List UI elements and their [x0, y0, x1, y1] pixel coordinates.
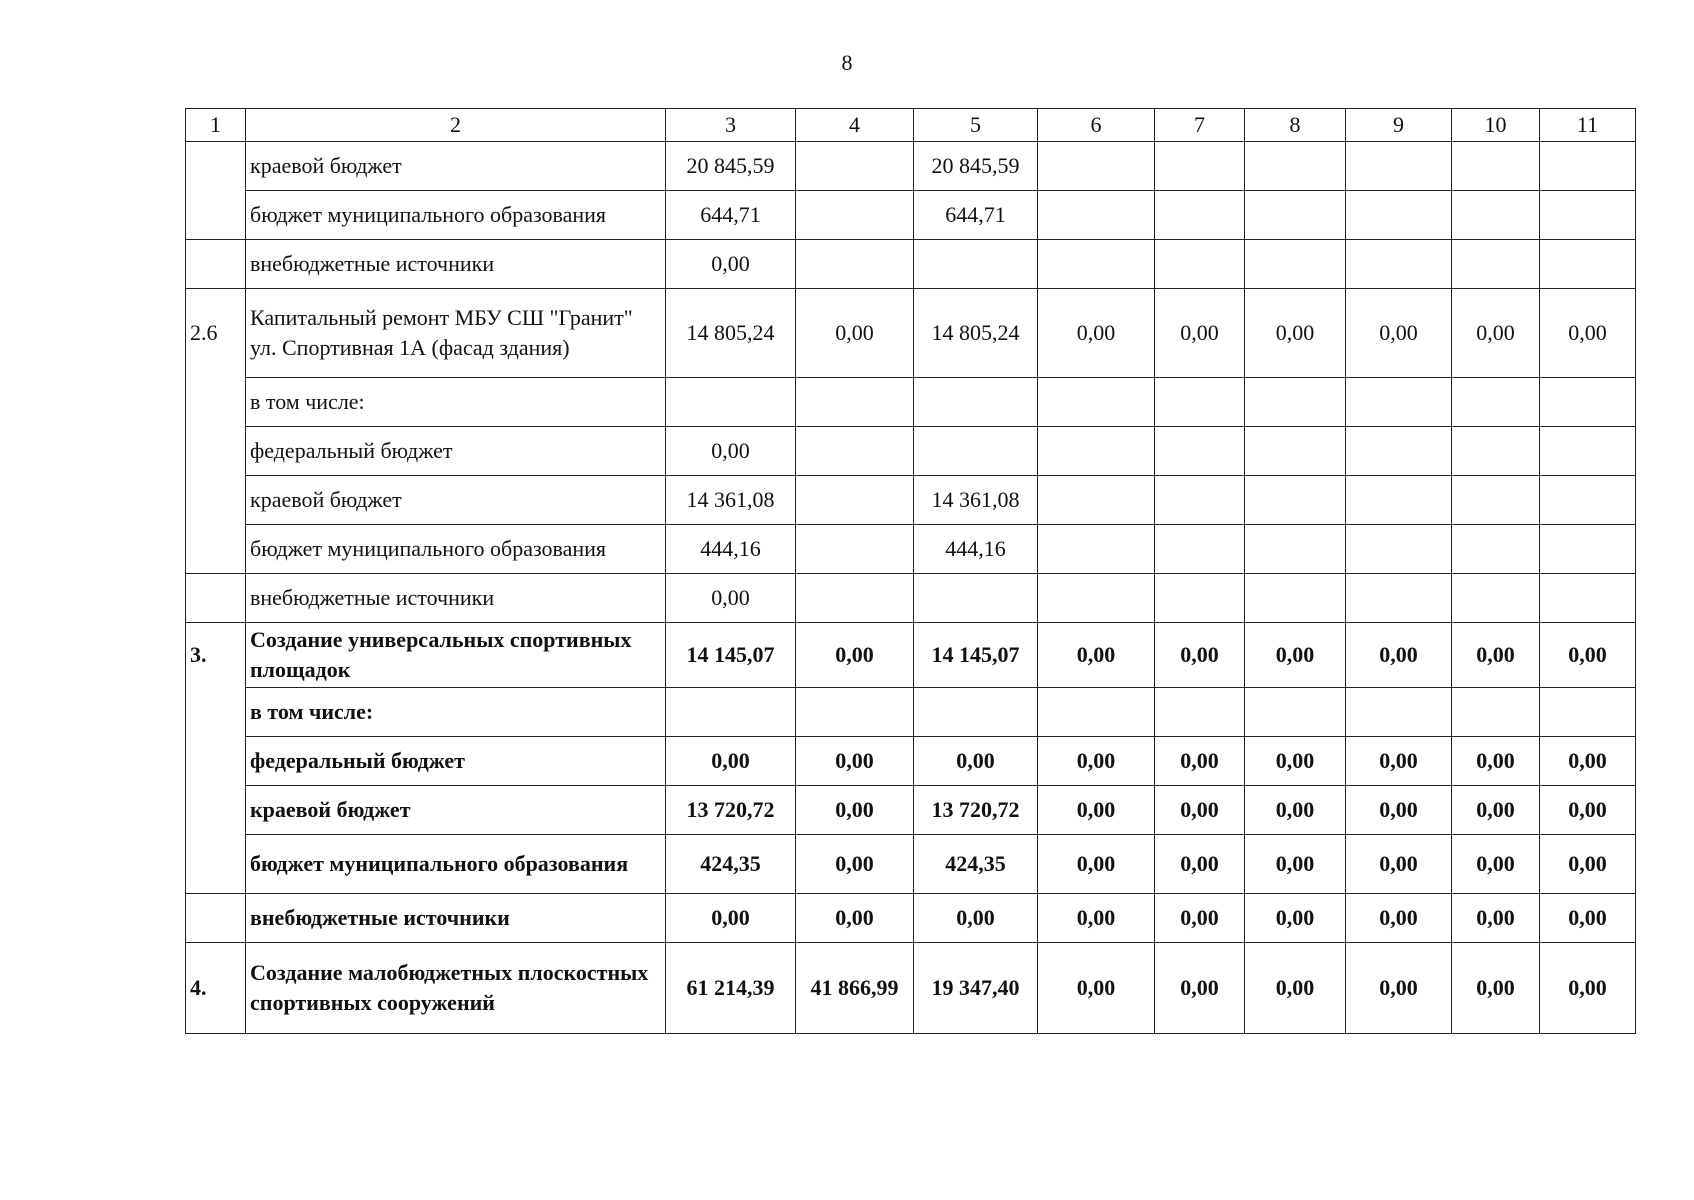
row-label-cell: краевой бюджет: [246, 786, 666, 835]
value-cell-col-4: [796, 525, 914, 574]
value-cell-col-7: [1155, 476, 1245, 525]
value-cell-col-9: [1346, 240, 1452, 289]
row-label-cell: внебюджетные источники: [246, 240, 666, 289]
value-cell-col-6: 0,00: [1038, 786, 1155, 835]
table-row: [186, 289, 1636, 378]
value-cell-col-8: [1245, 240, 1346, 289]
value-cell-col-10: 0,00: [1452, 289, 1540, 378]
value-cell-col-8: 0,00: [1245, 623, 1346, 688]
value-cell-col-4: 0,00: [796, 289, 914, 378]
value-cell-col-8: [1245, 525, 1346, 574]
value-cell-col-5: 14 805,24: [914, 289, 1038, 378]
value-cell-col-7: [1155, 142, 1245, 191]
value-cell-col-3: [666, 378, 796, 427]
value-cell-col-5: 14 145,07: [914, 623, 1038, 688]
value-cell-col-10: [1452, 240, 1540, 289]
row-label-cell: краевой бюджет: [246, 142, 666, 191]
row-index-cell: [186, 574, 246, 623]
value-cell-col-6: 0,00: [1038, 943, 1155, 1034]
value-cell-col-11: 0,00: [1540, 943, 1636, 1034]
header-cell: 11: [1540, 109, 1636, 142]
row-index-cell: [186, 737, 246, 786]
table-row: [186, 476, 1636, 525]
header-cell: 2: [246, 109, 666, 142]
value-cell-col-8: [1245, 688, 1346, 737]
value-cell-col-7: [1155, 574, 1245, 623]
value-cell-col-10: 0,00: [1452, 623, 1540, 688]
row-index-cell: 3.: [186, 623, 246, 688]
header-cell: 1: [186, 109, 246, 142]
row-index-cell: [186, 894, 246, 943]
value-cell-col-4: [796, 142, 914, 191]
table-row: [186, 786, 1636, 835]
value-cell-col-8: 0,00: [1245, 943, 1346, 1034]
header-row: [186, 109, 1636, 142]
value-cell-col-5: 644,71: [914, 191, 1038, 240]
value-cell-col-3: 444,16: [666, 525, 796, 574]
row-index-cell: [186, 142, 246, 191]
table-row: [186, 142, 1636, 191]
value-cell-col-11: 0,00: [1540, 623, 1636, 688]
row-index-cell: [186, 835, 246, 894]
value-cell-col-7: [1155, 191, 1245, 240]
value-cell-col-3: 0,00: [666, 427, 796, 476]
value-cell-col-8: [1245, 378, 1346, 427]
value-cell-col-11: [1540, 240, 1636, 289]
row-index-cell: [186, 786, 246, 835]
value-cell-col-5: 14 361,08: [914, 476, 1038, 525]
value-cell-col-6: [1038, 378, 1155, 427]
value-cell-col-7: 0,00: [1155, 786, 1245, 835]
value-cell-col-6: [1038, 191, 1155, 240]
value-cell-col-11: 0,00: [1540, 835, 1636, 894]
row-index-cell: [186, 240, 246, 289]
value-cell-col-5: [914, 378, 1038, 427]
value-cell-col-10: [1452, 142, 1540, 191]
value-cell-col-8: [1245, 574, 1346, 623]
value-cell-col-4: 0,00: [796, 623, 914, 688]
value-cell-col-7: 0,00: [1155, 943, 1245, 1034]
value-cell-col-6: [1038, 476, 1155, 525]
value-cell-col-9: 0,00: [1346, 943, 1452, 1034]
value-cell-col-5: 20 845,59: [914, 142, 1038, 191]
value-cell-col-10: [1452, 427, 1540, 476]
value-cell-col-9: [1346, 191, 1452, 240]
table-row: [186, 894, 1636, 943]
row-label-cell: бюджет муниципального образования: [246, 525, 666, 574]
value-cell-col-5: [914, 688, 1038, 737]
value-cell-col-3: 0,00: [666, 574, 796, 623]
value-cell-col-11: 0,00: [1540, 894, 1636, 943]
value-cell-col-11: [1540, 688, 1636, 737]
value-cell-col-11: 0,00: [1540, 786, 1636, 835]
row-index-cell: 4.: [186, 943, 246, 1034]
value-cell-col-6: [1038, 525, 1155, 574]
value-cell-col-3: 0,00: [666, 894, 796, 943]
value-cell-col-7: [1155, 240, 1245, 289]
value-cell-col-4: [796, 476, 914, 525]
value-cell-col-8: [1245, 191, 1346, 240]
value-cell-col-9: [1346, 427, 1452, 476]
value-cell-col-3: [666, 688, 796, 737]
value-cell-col-4: [796, 191, 914, 240]
value-cell-col-8: [1245, 476, 1346, 525]
row-index-cell: [186, 378, 246, 427]
value-cell-col-4: [796, 574, 914, 623]
value-cell-col-6: 0,00: [1038, 737, 1155, 786]
value-cell-col-3: 61 214,39: [666, 943, 796, 1034]
value-cell-col-7: 0,00: [1155, 894, 1245, 943]
header-cell: 3: [666, 109, 796, 142]
row-label-cell: бюджет муниципального образования: [246, 191, 666, 240]
table-row: [186, 378, 1636, 427]
value-cell-col-9: [1346, 574, 1452, 623]
value-cell-col-7: [1155, 378, 1245, 427]
table-row: [186, 427, 1636, 476]
value-cell-col-9: [1346, 142, 1452, 191]
value-cell-col-7: [1155, 688, 1245, 737]
header-cell: 6: [1038, 109, 1155, 142]
value-cell-col-9: 0,00: [1346, 737, 1452, 786]
value-cell-col-5: 0,00: [914, 894, 1038, 943]
row-index-cell: [186, 476, 246, 525]
value-cell-col-9: 0,00: [1346, 623, 1452, 688]
value-cell-col-5: 13 720,72: [914, 786, 1038, 835]
header-cell: 5: [914, 109, 1038, 142]
row-label-cell: федеральный бюджет: [246, 427, 666, 476]
value-cell-col-3: 13 720,72: [666, 786, 796, 835]
value-cell-col-10: [1452, 574, 1540, 623]
value-cell-col-3: 14 361,08: [666, 476, 796, 525]
value-cell-col-11: [1540, 142, 1636, 191]
value-cell-col-9: 0,00: [1346, 894, 1452, 943]
value-cell-col-3: 14 145,07: [666, 623, 796, 688]
header-cell: 10: [1452, 109, 1540, 142]
value-cell-col-3: 14 805,24: [666, 289, 796, 378]
value-cell-col-5: [914, 574, 1038, 623]
row-label-cell: краевой бюджет: [246, 476, 666, 525]
header-cell: 7: [1155, 109, 1245, 142]
value-cell-col-7: 0,00: [1155, 835, 1245, 894]
value-cell-col-9: [1346, 378, 1452, 427]
value-cell-col-11: [1540, 378, 1636, 427]
row-label-cell: внебюджетные источники: [246, 574, 666, 623]
row-label-cell: в том числе:: [246, 688, 666, 737]
row-index-cell: [186, 427, 246, 476]
value-cell-col-10: [1452, 191, 1540, 240]
row-label-cell: федеральный бюджет: [246, 737, 666, 786]
value-cell-col-4: [796, 427, 914, 476]
value-cell-col-9: 0,00: [1346, 786, 1452, 835]
value-cell-col-6: [1038, 142, 1155, 191]
value-cell-col-10: [1452, 476, 1540, 525]
table-row: [186, 688, 1636, 737]
value-cell-col-4: [796, 240, 914, 289]
value-cell-col-4: 41 866,99: [796, 943, 914, 1034]
value-cell-col-3: 0,00: [666, 737, 796, 786]
header-cell: 4: [796, 109, 914, 142]
row-index-cell: [186, 525, 246, 574]
value-cell-col-10: 0,00: [1452, 737, 1540, 786]
value-cell-col-9: 0,00: [1346, 835, 1452, 894]
value-cell-col-8: 0,00: [1245, 289, 1346, 378]
value-cell-col-6: [1038, 688, 1155, 737]
value-cell-col-3: 20 845,59: [666, 142, 796, 191]
value-cell-col-6: 0,00: [1038, 894, 1155, 943]
value-cell-col-7: 0,00: [1155, 623, 1245, 688]
value-cell-col-5: 19 347,40: [914, 943, 1038, 1034]
value-cell-col-7: [1155, 427, 1245, 476]
value-cell-col-9: [1346, 476, 1452, 525]
value-cell-col-9: 0,00: [1346, 289, 1452, 378]
value-cell-col-5: 444,16: [914, 525, 1038, 574]
row-index-cell: [186, 688, 246, 737]
value-cell-col-10: [1452, 378, 1540, 427]
page-number: 8: [841, 50, 853, 75]
value-cell-col-10: [1452, 525, 1540, 574]
value-cell-col-4: 0,00: [796, 786, 914, 835]
row-label-cell: в том числе:: [246, 378, 666, 427]
value-cell-col-11: [1540, 427, 1636, 476]
value-cell-col-7: 0,00: [1155, 737, 1245, 786]
row-index-cell: 2.6: [186, 289, 246, 378]
value-cell-col-5: 424,35: [914, 835, 1038, 894]
value-cell-col-6: [1038, 427, 1155, 476]
value-cell-col-4: 0,00: [796, 894, 914, 943]
value-cell-col-3: 0,00: [666, 240, 796, 289]
value-cell-col-5: 0,00: [914, 737, 1038, 786]
value-cell-col-9: [1346, 525, 1452, 574]
value-cell-col-7: 0,00: [1155, 289, 1245, 378]
value-cell-col-8: [1245, 427, 1346, 476]
value-cell-col-8: 0,00: [1245, 835, 1346, 894]
value-cell-col-10: 0,00: [1452, 943, 1540, 1034]
value-cell-col-4: 0,00: [796, 737, 914, 786]
row-label-cell: Создание универсальных спортивных площадок: [246, 623, 666, 688]
row-index-cell: [186, 191, 246, 240]
table-row: [186, 737, 1636, 786]
value-cell-col-5: [914, 240, 1038, 289]
value-cell-col-11: [1540, 574, 1636, 623]
table-row: [186, 943, 1636, 1034]
value-cell-col-11: [1540, 525, 1636, 574]
value-cell-col-4: 0,00: [796, 835, 914, 894]
row-label-cell: Создание малобюджетных плоскостных спортивных сооружений: [246, 943, 666, 1034]
row-label-cell: бюджет муниципального образования: [246, 835, 666, 894]
table-row: [186, 525, 1636, 574]
value-cell-col-6: [1038, 240, 1155, 289]
value-cell-col-5: [914, 427, 1038, 476]
value-cell-col-8: [1245, 142, 1346, 191]
value-cell-col-3: 644,71: [666, 191, 796, 240]
row-label-cell: Капитальный ремонт МБУ СШ "Гранит" ул. Спортивная 1А (фасад здания): [246, 289, 666, 378]
table-row: [186, 574, 1636, 623]
header-cell: 9: [1346, 109, 1452, 142]
value-cell-col-3: 424,35: [666, 835, 796, 894]
value-cell-col-11: [1540, 476, 1636, 525]
table-row: [186, 835, 1636, 894]
value-cell-col-7: [1155, 525, 1245, 574]
value-cell-col-6: [1038, 574, 1155, 623]
value-cell-col-9: [1346, 688, 1452, 737]
table-row: [186, 240, 1636, 289]
value-cell-col-8: 0,00: [1245, 737, 1346, 786]
value-cell-col-6: 0,00: [1038, 623, 1155, 688]
value-cell-col-10: [1452, 688, 1540, 737]
value-cell-col-4: [796, 378, 914, 427]
value-cell-col-10: 0,00: [1452, 786, 1540, 835]
value-cell-col-6: 0,00: [1038, 289, 1155, 378]
value-cell-col-10: 0,00: [1452, 894, 1540, 943]
table-row: [186, 191, 1636, 240]
value-cell-col-11: 0,00: [1540, 289, 1636, 378]
budget-table: [185, 108, 1636, 1034]
value-cell-col-6: 0,00: [1038, 835, 1155, 894]
value-cell-col-11: 0,00: [1540, 737, 1636, 786]
value-cell-col-10: 0,00: [1452, 835, 1540, 894]
row-label-cell: внебюджетные источники: [246, 894, 666, 943]
value-cell-col-8: 0,00: [1245, 786, 1346, 835]
header-cell: 8: [1245, 109, 1346, 142]
value-cell-col-11: [1540, 191, 1636, 240]
value-cell-col-4: [796, 688, 914, 737]
value-cell-col-8: 0,00: [1245, 894, 1346, 943]
table-row: [186, 623, 1636, 688]
